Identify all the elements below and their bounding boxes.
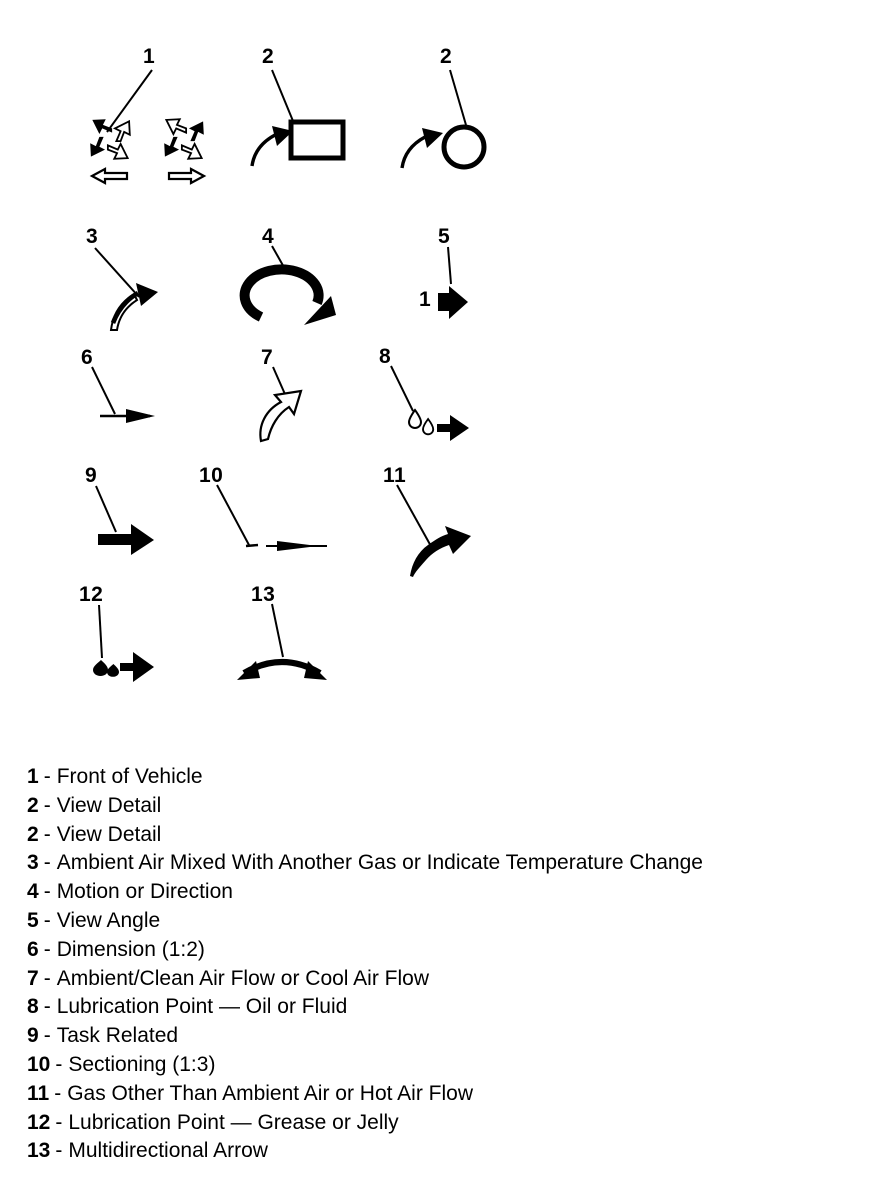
- legend-separator: -: [43, 1024, 51, 1048]
- legend-separator: -: [43, 908, 51, 932]
- legend-item-text: View Detail: [56, 793, 162, 817]
- legend-item-number: 1: [27, 765, 39, 788]
- callout-label-7: 7: [261, 346, 274, 369]
- legend-item-1: [27, 763, 703, 792]
- leader-line: [92, 367, 115, 414]
- legend-item-9: [27, 1022, 703, 1051]
- legend-item-number: 10: [27, 1052, 51, 1076]
- legend-separator: -: [55, 1052, 63, 1076]
- legend-item-text: Task Related: [56, 1024, 179, 1048]
- clean-air-flow-arrow-icon: [260, 367, 301, 441]
- leader-line: [96, 486, 116, 532]
- legend-separator: -: [43, 880, 51, 904]
- grease-lubrication-icon: [93, 605, 154, 682]
- legend-item-text: View Detail: [56, 822, 162, 846]
- legend-item-text: Gas Other Than Ambient Air or Hot Air Flow: [67, 1081, 473, 1105]
- legend-item-7: [27, 965, 703, 994]
- legend-item-text: Ambient/Clean Air Flow or Cool Air Flow: [56, 966, 429, 990]
- dimension-arrow-icon: [92, 367, 155, 423]
- legend-separator: -: [43, 966, 51, 990]
- callout-label-2b: 2: [440, 45, 453, 68]
- legend-separator: -: [43, 995, 51, 1019]
- legend-item-number: 4: [27, 880, 39, 904]
- callout-label-2a: 2: [262, 45, 275, 68]
- legend-item-2a: [27, 792, 703, 821]
- leader-line: [397, 485, 432, 548]
- leader-line: [272, 70, 293, 121]
- legend-item-number: 3: [27, 851, 39, 875]
- legend-item-text: Lubrication Point — Oil or Fluid: [56, 995, 348, 1019]
- callout-label-3: 3: [86, 225, 99, 248]
- sectioning-arrow-icon: [217, 485, 327, 551]
- legend-item-text: Sectioning (1:3): [68, 1052, 216, 1076]
- legend-item-number: 5: [27, 908, 39, 932]
- left-direction-arrow: [92, 169, 127, 183]
- legend-item-5: [27, 907, 703, 936]
- callout-label-5: 5: [438, 225, 451, 248]
- legend: [27, 763, 703, 1166]
- legend-item-4: [27, 878, 703, 907]
- leader-line: [99, 605, 102, 658]
- legend-item-13: [27, 1137, 703, 1166]
- leader-line: [95, 248, 139, 297]
- callout-label-11: 11: [383, 464, 407, 487]
- legend-separator: -: [43, 937, 51, 961]
- leader-line: [272, 604, 283, 657]
- view-detail-rectangle-icon: [252, 70, 343, 166]
- view-angle-ref-number: 1: [419, 288, 431, 311]
- legend-separator: -: [43, 851, 51, 875]
- legend-item-text: Motion or Direction: [56, 880, 233, 904]
- legend-item-10: [27, 1051, 703, 1080]
- legend-separator: -: [55, 1110, 63, 1134]
- legend-item-number: 13: [27, 1139, 51, 1163]
- callout-label-10: 10: [199, 464, 224, 487]
- callout-label-13: 13: [251, 583, 276, 606]
- view-detail-circle-icon: [402, 70, 484, 168]
- oil-drop-icon: [409, 410, 421, 428]
- legend-item-text: Dimension (1:2): [56, 937, 205, 961]
- view-angle-arrow-icon: [438, 247, 468, 319]
- legend-item-number: 12: [27, 1110, 51, 1134]
- legend-item-12: [27, 1109, 703, 1138]
- callout-label-8: 8: [379, 345, 392, 368]
- legend-item-3: [27, 849, 703, 878]
- task-related-arrow-icon: [96, 486, 154, 555]
- legend-item-number: 8: [27, 995, 39, 1019]
- ambient-air-mixed-arrow-icon: [95, 248, 158, 330]
- legend-item-text: Lubrication Point — Grease or Jelly: [68, 1110, 399, 1134]
- leader-line: [448, 247, 451, 284]
- grease-blob-icon: [93, 660, 108, 676]
- hot-air-flow-arrow-icon: [397, 485, 471, 577]
- legend-item-text: Ambient Air Mixed With Another Gas or Indicate Temperature Change: [56, 851, 703, 875]
- legend-item-8: [27, 993, 703, 1022]
- legend-separator: -: [43, 765, 51, 788]
- motion-direction-arrow-icon: [245, 246, 336, 325]
- callout-label-6: 6: [81, 346, 94, 369]
- legend-item-11: [27, 1080, 703, 1109]
- leader-line: [450, 70, 466, 125]
- oil-lubrication-icon: [391, 366, 469, 441]
- legend-item-2b: [27, 821, 703, 850]
- legend-separator: -: [43, 822, 51, 846]
- legend-item-number: 7: [27, 966, 39, 990]
- legend-item-text: View Angle: [56, 908, 161, 932]
- callout-label-12: 12: [79, 583, 104, 606]
- multidirectional-arrow-icon: [237, 604, 327, 680]
- legend-item-number: 11: [27, 1081, 50, 1105]
- legend-separator: -: [55, 1139, 63, 1163]
- callout-label-1: 1: [143, 45, 156, 68]
- oil-drop-icon: [423, 419, 433, 434]
- right-direction-arrow: [169, 169, 204, 183]
- front-of-vehicle-icon: [84, 70, 210, 183]
- legend-item-number: 2: [27, 793, 39, 817]
- legend-item-6: [27, 936, 703, 965]
- callout-label-9: 9: [85, 464, 98, 487]
- legend-item-text: Multidirectional Arrow: [68, 1139, 268, 1163]
- leader-line: [391, 366, 413, 411]
- legend-item-number: 6: [27, 937, 39, 961]
- grease-blob-icon: [107, 664, 119, 677]
- callout-label-4: 4: [262, 225, 275, 248]
- leader-line: [217, 485, 249, 545]
- legend-separator: -: [43, 793, 51, 817]
- legend-item-number: 9: [27, 1024, 39, 1048]
- legend-item-number: 2: [27, 822, 39, 846]
- legend-item-text: Front of Vehicle: [56, 765, 203, 788]
- legend-separator: -: [54, 1081, 62, 1105]
